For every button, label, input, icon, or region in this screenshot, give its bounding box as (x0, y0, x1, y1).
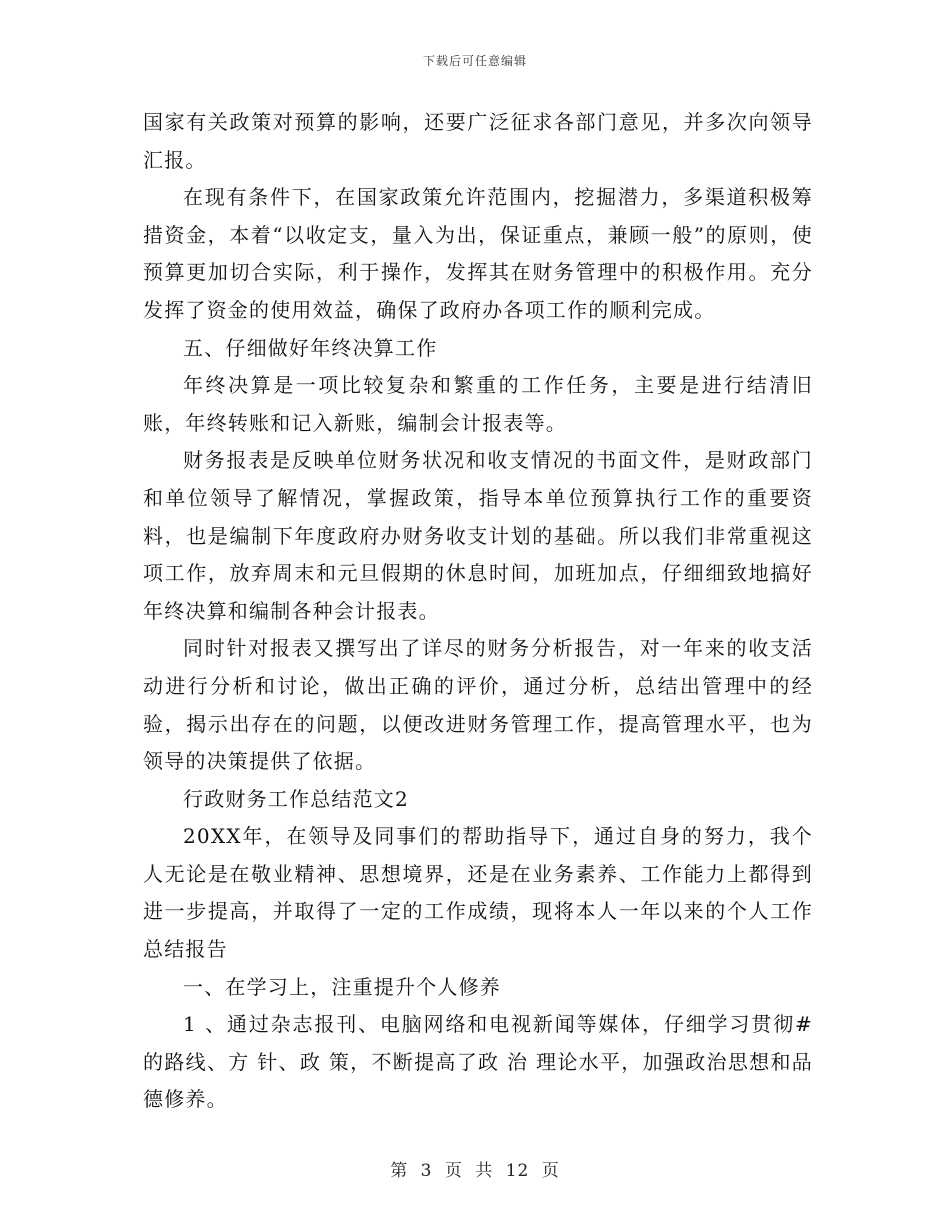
paragraph-budget-funds: 在现有条件下，在国家政策允许范围内，挖掘潜力，多渠道积极筹措资金，本着“以收定支，量入为出，保证重点，兼顾一般”的原则，使预算更加切合实际，利于操作，发挥其在财务管理中的积极作用。充分发挥了资金的使用效益，确保了政府办各项工作的顺利完成。 (143, 185, 813, 322)
document-body (143, 104, 813, 1119)
paragraph-study-item-1: 1 、通过杂志报刊、电脑网络和电视新闻等媒体，仔细学习贯彻#的路线、方 针、政 策，不断提高了政 治 理论水平，加强政治思想和品德修养。 (143, 1012, 813, 1112)
paragraph-year-end-accounts: 年终决算是一项比较复杂和繁重的工作任务，主要是进行结清旧账，年终转账和记入新账，编制会计报表等。 (143, 373, 813, 435)
section-heading-year-end: 五、仔细做好年终决算工作 (183, 335, 438, 360)
paragraph-continuation: 国家有关政策对预算的影响，还要广泛征求各部门意见，并多次向领导汇报。 (143, 110, 813, 172)
paragraph-financial-statements: 财务报表是反映单位财务状况和收支情况的书面文件，是财政部门和单位领导了解情况，掌握政策，指导本单位预算执行工作的重要资料，也是编制下年度政府办财务收支计划的基础。所以我们非常重视这项工作，放弃周末和元旦假期的休息时间，加班加点，仔细细致地搞好年终决算和编制各种会计报表。 (143, 448, 813, 623)
paragraph-intro-20xx: 20XX年，在领导及同事们的帮助指导下，通过自身的努力，我个人无论是在敬业精神、思想境界，还是在业务素养、工作能力上都得到进一步提高，并取得了一定的工作成绩，现将本人一年以来的个人工作总结报告 (143, 824, 813, 962)
page-footer: 第 3 页 共 12 页 (390, 1161, 560, 1181)
page-header: 下载后可任意编辑 (422, 54, 527, 68)
paragraph-financial-analysis: 同时针对报表又撰写出了详尽的财务分析报告，对一年来的收支活动进行分析和讨论，做出正确的评价，通过分析，总结出管理中的经验，揭示出存在的问题，以便改进财务管理工作，提高管理水平，也为领导的决策提供了依据。 (143, 636, 813, 774)
section-heading-study: 一、在学习上，注重提升个人修养 (183, 974, 501, 999)
article-title: 行政财务工作总结范文2 (183, 786, 409, 811)
